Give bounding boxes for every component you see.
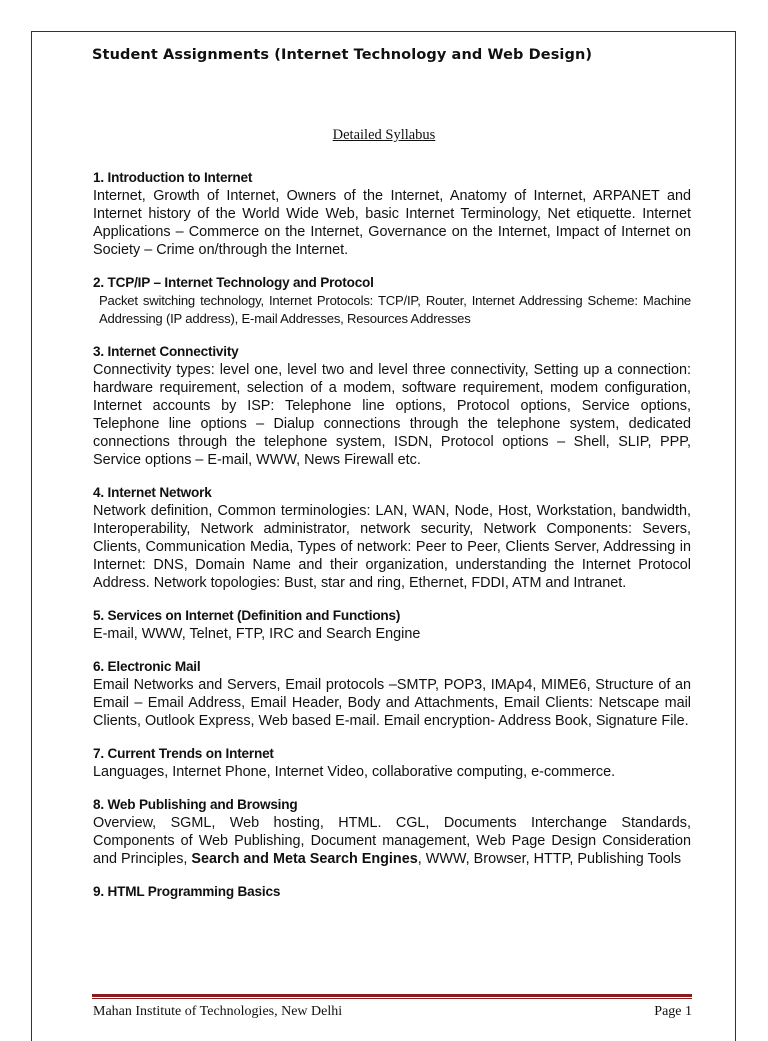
section-tcpip — [93, 274, 691, 328]
section-introduction — [93, 169, 691, 259]
section-body-text: Overview, SGML, Web hosting, HTML. CGL, Documents Interchange Standards, Components of Web Publishing, Document management, Web Page Design Consideration and Principles, — [93, 815, 691, 867]
section-body: E-mail, WWW, Telnet, FTP, IRC and Search Engine — [93, 626, 421, 642]
section-body: Languages, Internet Phone, Internet Video, collaborative computing, e-commerce. — [93, 764, 616, 780]
footer-rule — [92, 994, 692, 997]
section-heading: 6. Electronic Mail — [93, 659, 201, 674]
section-heading: 5. Services on Internet (Definition and Functions) — [93, 608, 401, 623]
section-heading: 7. Current Trends on Internet — [93, 746, 274, 761]
section-web-publishing — [93, 796, 691, 868]
section-body: Internet, Growth of Internet, Owners of the Internet, Anatomy of Internet, ARPANET and Internet history of the World Wide Web, basic Internet Terminology, Net etiquette. Internet Applications – Commerce on the Internet, Governance on the Internet, Impact of Internet on Society – Crime on/through the Internet. — [93, 188, 691, 258]
section-trends — [93, 745, 691, 781]
syllabus-subtitle: Detailed Syllabus — [332, 127, 436, 143]
section-body: Email Networks and Servers, Email protocols –SMTP, POP3, IMAp4, MIME6, Structure of an Email – Email Address, Email Header, Body and Attachments, Email Clients: Netscape mail Clients, Outlook Express, Web based E-mail. Email encryption- Address Book, Signature File. — [93, 677, 691, 729]
section-heading: 4. Internet Network — [93, 485, 212, 500]
section-heading: 3. Internet Connectivity — [93, 344, 239, 359]
syllabus-sections — [93, 169, 691, 916]
document-title: Student Assignments (Internet Technology and Web Design) — [92, 47, 593, 63]
section-body — [93, 814, 691, 868]
section-html — [93, 883, 691, 901]
section-body: Network definition, Common terminologies: LAN, WAN, Node, Host, Workstation, bandwidth, Interoperability, Network administrator, network security, Network Components: Severs, Clients, Communication Media, Types of network: Peer to Peer, Clients Server, Addressing in Internet: DNS, Domain Name and their organization, understanding the Internet Protocol Address. Network topologies: Bust, star and ring, Ethernet, FDDI, ATM and Intranet. — [93, 503, 691, 591]
section-heading: 2. TCP/IP – Internet Technology and Protocol — [93, 275, 374, 290]
section-heading: 8. Web Publishing and Browsing — [93, 797, 298, 812]
section-email — [93, 658, 691, 730]
section-network — [93, 484, 691, 592]
section-heading: 9. HTML Programming Basics — [93, 884, 281, 899]
section-body: Packet switching technology, Internet Protocols: TCP/IP, Router, Internet Addressing Scheme: Machine Addressing (IP address), E-mail Addresses, Resources Addresses — [99, 293, 691, 326]
footer-page-number: Page 1 — [654, 1004, 692, 1019]
section-services — [93, 607, 691, 643]
section-body-bold: Search and Meta Search Engines — [191, 851, 418, 867]
footer-rule-thin — [92, 998, 692, 999]
section-body: Connectivity types: level one, level two and level three connectivity, Setting up a connection: hardware requirement, selection of a modem, software requirement, modem configuration, Internet accounts by ISP: Telephone line options, Protocol options, Service options, Telephone line options – Dialup connections through the telephone system, dedicated connections through the telephone system, ISDN, Protocol options – Shell, SLIP, PPP, Service options – E-mail, WWW, News Firewall etc. — [93, 362, 691, 468]
section-body-text: , WWW, Browser, HTTP, Publishing Tools — [417, 851, 682, 867]
section-heading: 1. Introduction to Internet — [93, 170, 253, 185]
section-connectivity — [93, 343, 691, 469]
footer-institute: Mahan Institute of Technologies, New Delhi — [93, 1004, 343, 1019]
